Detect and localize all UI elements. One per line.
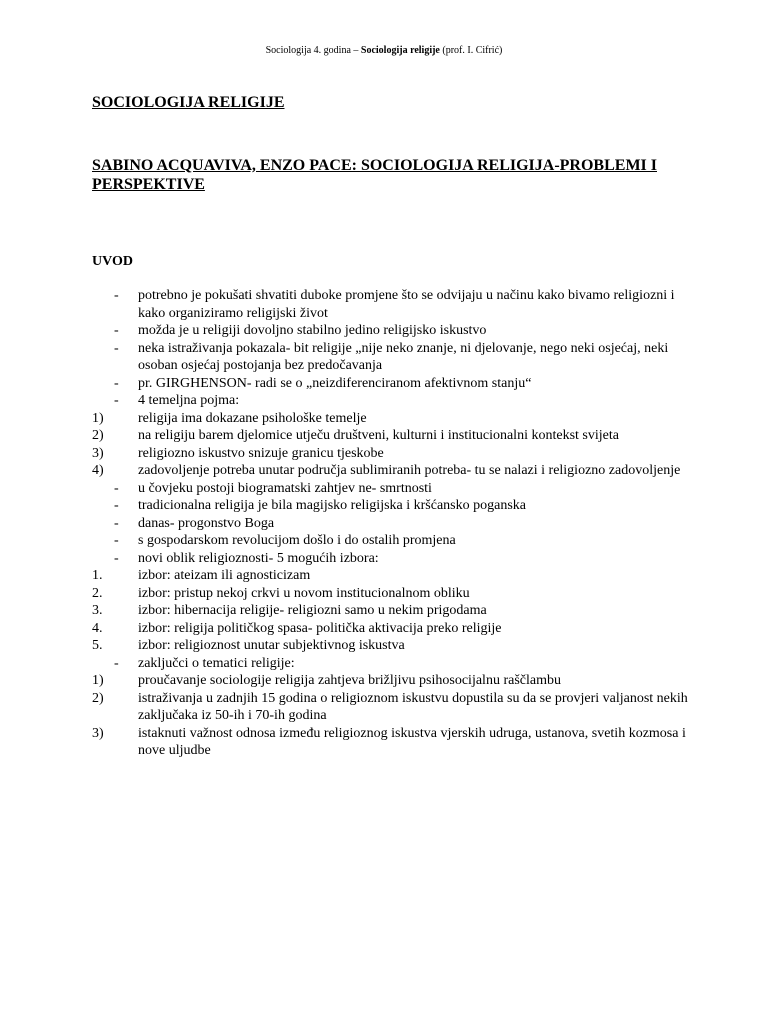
list-item-marker: 2) [92, 690, 104, 706]
list-item-text: zaključci o tematici religije: [138, 655, 295, 671]
list-item-text: danas- progonstvo Boga [138, 515, 275, 531]
list-item [92, 655, 692, 673]
list-item [92, 515, 692, 533]
list-item [92, 725, 692, 760]
list-item-text: religija ima dokazane psihološke temelje [138, 410, 367, 426]
list-item-text: na religiju barem djelomice utječu društveni, kulturni i institucionalni kontekst svijeta [138, 428, 619, 443]
list-item-marker: - [114, 550, 119, 566]
list-item-marker: 2. [92, 585, 103, 601]
list-item-marker: 3) [92, 725, 104, 741]
list-item [92, 672, 692, 690]
header-prefix: Sociologija 4. godina – [265, 45, 361, 56]
header-suffix: (prof. I. Cifrić) [439, 45, 503, 56]
list-item-marker: 4. [92, 620, 103, 636]
list-item-text: istraživanja u zadnjih 15 godina o religioznom iskustvu dopustila su da se provjeri valjanost nekih zaključaka iz 50-ih i 70-ih godina [138, 690, 688, 723]
list-item-marker: - [114, 655, 119, 671]
list-item-marker: 3. [92, 603, 103, 618]
list-item [92, 567, 692, 585]
running-header [0, 44, 768, 58]
list-item [92, 287, 692, 322]
list-item-text: tradicionalna religija je bila magijsko religijska i kršćansko poganska [138, 498, 527, 513]
list-item-marker: - [114, 323, 119, 338]
list-item-marker: - [114, 533, 119, 548]
list-item-marker: - [114, 288, 119, 303]
list-item-text: novi oblik religioznosti- 5 mogućih izbora: [138, 550, 379, 566]
content-list [92, 287, 692, 760]
list-item-text: možda je u religiji dovoljno stabilno jedino religijsko iskustvo [138, 323, 487, 338]
list-item-marker: - [114, 340, 119, 356]
list-item-marker: 5. [92, 638, 103, 653]
list-item-text: izbor: religioznost unutar subjektivnog iskustva [138, 638, 405, 653]
list-item-marker: - [114, 515, 119, 531]
section-title: UVOD [92, 254, 133, 269]
list-item-text: izbor: religija političkog spasa- politička aktivacija preko religije [138, 620, 502, 636]
list-item-text: 4 temeljna pojma: [138, 393, 240, 408]
list-item [92, 340, 692, 375]
list-item-marker: 3) [92, 445, 104, 461]
list-item-marker: - [114, 393, 119, 408]
list-item-text: s gospodarskom revolucijom došlo i do ostalih promjena [138, 533, 456, 548]
list-item-text: potrebno je pokušati shvatiti duboke promjene što se odvijaju u načinu kako bivamo religiozni i kako organiziramo religijski život [138, 288, 675, 321]
list-item [92, 497, 692, 515]
list-item-text: religiozno iskustvo snizuje granicu tjeskobe [138, 445, 384, 461]
list-item-text: istaknuti važnost odnosa između religioznog iskustva vjerskih udruga, ustanova, svetih kozmosa i nove uljudbe [138, 725, 686, 758]
list-item [92, 602, 692, 620]
list-item [92, 550, 692, 568]
list-item-text: u čovjeku postoji biogramatski zahtjev ne- smrtnosti [138, 480, 432, 496]
list-item [92, 375, 692, 393]
list-item-marker: 1. [92, 568, 103, 583]
list-item-marker: 2) [92, 428, 104, 443]
list-item-marker: 1) [92, 410, 104, 426]
list-item [92, 637, 692, 655]
list-item-marker: - [114, 480, 119, 496]
list-item-text: izbor: pristup nekoj crkvi u novom institucionalnom obliku [138, 585, 470, 601]
document-title: SOCIOLOGIJA RELIGIJE [92, 94, 285, 111]
list-item [92, 322, 692, 340]
list-item-marker: - [114, 498, 119, 513]
list-item-marker: 4) [92, 463, 104, 478]
list-item [92, 690, 692, 725]
list-item-text: izbor: ateizam ili agnosticizam [138, 568, 311, 583]
list-item-text: izbor: hibernacija religije- religiozni samo u nekim prigodama [138, 603, 487, 618]
list-item-text: neka istraživanja pokazala- bit religije „nije neko znanje, ni djelovanje, nego neki osjećaj, neki osoban osjećaj postojanja bez predočavanja [138, 340, 669, 373]
list-item-text: proučavanje sociologije religija zahtjeva brižljivu psihosocijalnu raščlambu [138, 673, 561, 688]
list-item-marker: 1) [92, 673, 104, 688]
list-item [92, 585, 692, 603]
list-item [92, 462, 692, 480]
list-item [92, 620, 692, 638]
work-title: SABINO ACQUAVIVA, ENZO PACE: SOCIOLOGIJA RELIGIJA-PROBLEMI I PERSPEKTIVE [92, 157, 657, 193]
list-item [92, 410, 692, 428]
list-item [92, 427, 692, 445]
list-item [92, 392, 692, 410]
list-item-text: pr. GIRGHENSON- radi se o „neizdiferenciranom afektivnom stanju“ [138, 375, 532, 391]
list-item [92, 532, 692, 550]
list-item [92, 445, 692, 463]
header-course: Sociologija religije [360, 45, 440, 56]
list-item [92, 480, 692, 498]
list-item-text: zadovoljenje potreba unutar područja sublimiranih potreba- tu se nalazi i religiozno zadovoljenje [138, 463, 681, 478]
list-item-marker: - [114, 375, 119, 391]
